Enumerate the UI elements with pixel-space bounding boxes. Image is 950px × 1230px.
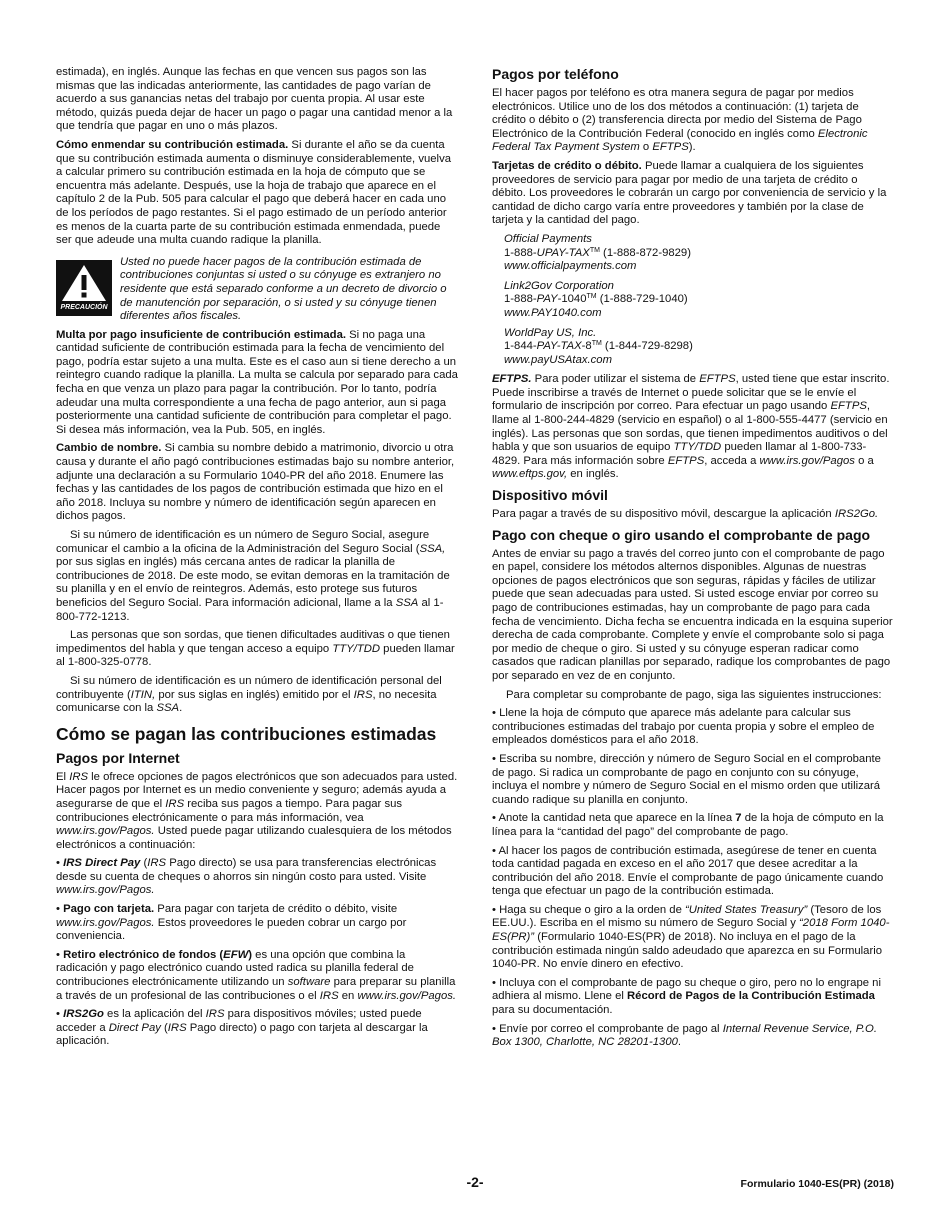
itin-paragraph: Si su número de identificación es un número de identificación personal del contribuyente (ITIN, por sus siglas en inglés) emitido por el IRS, no necesita comunicarse con la SSA. — [56, 674, 442, 715]
mobile-heading: Dispositivo móvil — [492, 487, 608, 504]
phone-heading: Pagos por teléfono — [492, 66, 619, 82]
cards-paragraph: Tarjetas de crédito o débito. Puede llamar a cualquiera de los siguientes proveedores de servicio para pagar por medio de una tarjeta de crédito o débito. Los proveedores le cobrarán un cargo por conveniencia de servicio y la cantidad de dicho cargo varía entre proveedores y también por la clase de tarjeta y la cantidad del pago. — [492, 159, 887, 227]
intro-paragraph: estimada), en inglés. Aunque las fechas en que vencen sus pagos son las mismas que las indicadas anteriormente, las cantidades de pago varían de acuerdo a sus ganancias netas del trabajo por cuenta propia. Al usar este método, quizás pueda dejar de hacer un pago o pagar una cantidad menor a la que tendría que pagar en uno o más plazos. — [56, 66, 453, 133]
caution-note — [56, 256, 458, 324]
bullet-direct-pay: • IRS Direct Pay (IRS Pago directo) se usa para transferencias electrónicas desde su cuenta de cheques o ahorros sin ningún costo para usted. Visite www.irs.gov/Pagos. — [56, 857, 437, 897]
caution-badge — [56, 260, 112, 316]
complete-paragraph: Para completar su comprobante de pago, siga las siguientes instrucciones: — [506, 688, 882, 701]
mobile-paragraph: Para pagar a través de su dispositivo móvil, descargue la aplicación IRS2Go. — [492, 508, 879, 521]
bullet-efw: • Retiro electrónico de fondos (EFW) es una opción que combina la radicación y pago electrónico cuando usted radica su planilla federal de contribuciones electrónicamente utilizando un software para preparar su planilla a través de un profesional de las contribuciones o el IRS en www.irs.gov/Pagos. — [56, 948, 457, 1002]
right-column — [492, 66, 894, 1055]
check-paragraph: Antes de enviar su pago a través del correo junto con el comprobante de pago en papel, considere los métodos alternos disponibles. Algunas de nuestras opciones de pagos electrónicos que son seguras, rápidas y fáciles de utilizar puede que sean adecuadas para usted. Si usted escoge enviar por correo su pago de contribuciones estimadas, hay un comprobante de pago para cada fecha de vencimiento. Dicha fecha se encuentra indicada en la esquina superior derecha de cada comprobante. Complete y envíe el comprobante solo si paga por medio de cheque o giro. Si usted y su cónyuge esperan radicar como casados que radican planillas por separado, radique los comprobantes de pago por separado en vez de en conjunto. — [492, 547, 893, 682]
left-column — [56, 66, 458, 1054]
amend-paragraph: Cómo enmendar su contribución estimada. Si durante el año se da cuenta que su contribución estimada aumenta o disminuye considerablemente, vuelva a calcular primero su contribución estimada en la hoja de cómputo que se encuentra más adelante. Después, use la hoja de trabajo que aparece en el capítulo 2 de la Pub. 505 para calcular el pago que deberá hacer en cada uno de los períodos de pago restantes. Si el pago estimado de un período anterior es menos de la cuarta parte de su contribución estimada enmendada, puede ser que adeude una multa cuando radique la planilla. — [56, 138, 451, 247]
page-number: -2- — [466, 1174, 484, 1190]
ssa-paragraph: Si su número de identificación es un número de Seguro Social, asegure comunicar el cambio a la oficina de la Administración del Seguro Social (SSA, por sus siglas en inglés) más cercana antes de radicar la planilla de contribuciones de 2018. De este modo, se evitan demoras en la tramitación de su planilla y en el envío de reintegros. Además, esto protege sus futuros beneficios del Seguro Social. Para información adicional, llame a la SSA al 1-800-772-1213. — [56, 529, 450, 623]
provider-link2gov: Link2Gov Corporation 1-888-PAY-1040™ (1-888-729-1040) www.PAY1040.com — [504, 279, 688, 319]
provider-worldpay: WorldPay US, Inc. 1-844-PAY-TAX-8™ (1-844-729-8298) www.payUSAtax.com — [504, 326, 693, 366]
step-7: • Envíe por correo el comprobante de pago al Internal Revenue Service, P.O. Box 1300, Charlotte, NC 28201-1300. — [492, 1022, 877, 1049]
eftps-paragraph: EFTPS. Para poder utilizar el sistema de EFTPS, usted tiene que estar inscrito. Puede inscribirse a través de Internet o puede solicitar que se le envíe el formulario de inscripción por correo. Para efectuar un pago usando EFTPS, llame al 1-800-244-4829 (servicio en español) o al 1-800-555-4477 (servicio en inglés). Las personas que son sordas, que tienen impedimentos auditivos o del habla y que son usuarios de equipo TTY/TDD pueden llamar al 1-800-733-4829. Para más información sobre EFTPS, acceda a www.irs.gov/Pagos o a www.eftps.gov, en inglés. — [492, 373, 890, 481]
step-3: • Anote la cantidad neta que aparece en la línea 7 de la hoja de cómputo en la línea para la “cantidad del pago” del comprobante de pago. — [492, 812, 884, 838]
bullet-card-payment: • Pago con tarjeta. Para pagar con tarjeta de crédito o débito, visite www.irs.gov/Pagos. Estos proveedores le pueden cobrar un cargo por conveniencia. — [56, 903, 407, 943]
deaf-paragraph: Las personas que son sordas, que tienen dificultades auditivas o que tienen impedimentos del habla y que tengan acceso a equipo TTY/TDD pueden llamar al 1-800-325-0778. — [56, 629, 455, 669]
internet-paragraph: El IRS le ofrece opciones de pagos electrónicos que son adecuados para usted. Hacer pagos por Internet es un medio conveniente y seguro; además ayuda a asegurarse de que el IRS reciba sus pagos a tiempo. Para pagar sus contribuciones electrónicamente o para más información, vea www.irs.gov/Pagos. Usted puede pagar utilizando cualesquiera de los métodos electrónicos a continuación: — [56, 770, 458, 851]
step-1: • Llene la hoja de cómputo que aparece más adelante para calcular sus contribuciones estimadas del trabajo por cuenta propia y sobre el empleo de empleados domésticos para el año 2018. — [492, 707, 875, 747]
how-to-pay-heading: Cómo se pagan las contribuciones estimadas — [56, 723, 437, 744]
provider-official-payments: Official Payments 1-888-UPAY-TAX™ (1-888-872-9829) www.officialpayments.com — [504, 232, 691, 273]
step-4: • Al hacer los pagos de contribución estimada, asegúrese de tener en cuenta toda cantidad pagada en exceso en el año 2017 que desee acreditar a la contribución del año 2018. Envíe el comprobante de pago únicamente cuando tenga que efectuar un pago de la contribución estimada. — [492, 844, 884, 898]
caution-text: Usted no puede hacer pagos de la contribución estimada de contribuciones conjuntas si usted o su cónyuge es extranjero no residente que está separado conforme a un decreto de divorcio o de manutención por separación, o si usted y su cónyuge tienen diferentes años fiscales. — [120, 255, 447, 323]
phone-paragraph: El hacer pagos por teléfono es otra manera segura de pagar por medios electrónicos. Utilice uno de los dos métodos a continuación: (1) tarjeta de crédito o débito o (2) transferencia directa por medio del Sistema de Pago Electrónico de la Contribución Federal (conocido en inglés como Electronic Federal Tax Payment System o EFTPS). — [492, 87, 868, 154]
step-2: • Escriba su nombre, dirección y número de Seguro Social en el comprobante de pago. Si radica un comprobante de pago en conjunto con su cónyuge, incluya el nombre y número de Seguro Social en el mismo orden que utilizará cuando radique su planilla en conjunto. — [492, 752, 881, 806]
caution-label: PRECAUCIÓN — [60, 303, 108, 311]
penalty-paragraph: Multa por pago insuficiente de contribución estimada. Si no paga una cantidad suficiente de contribución estimada para la fecha de vencimiento del pago, podría estar sujeto a una multa. Este es el caso aun si tiene derecho a un reintegro cuando radique la planilla. La multa se calcula por separado para cada fecha en que venza un plazo para pagar la contribución. Por lo tanto, podría adeudar una multa correspondiente a una fecha de pago anterior, aun si paga posteriormente una cantidad suficiente de contribución para completar el pago. Si desea más información, vea la Pub. 505, en inglés. — [56, 328, 458, 436]
page-footer — [56, 1176, 894, 1194]
check-heading: Pago con cheque o giro usando el comprobante de pago — [492, 526, 871, 543]
step-6: • Incluya con el comprobante de pago su cheque o giro, pero no lo engrape ni adhiera al mismo. Llene el Récord de Pagos de la Contribución Estimada para su documentación. — [492, 976, 881, 1017]
internet-heading: Pagos por Internet — [56, 749, 180, 766]
bullet-irs2go: • IRS2Go es la aplicación del IRS para dispositivos móviles; usted puede acceder a Direct Pay (IRS Pago directo) o pago con tarjeta al descargar la aplicación. — [56, 1008, 428, 1048]
step-5: • Haga su cheque o giro a la orden de “United States Treasury” (Tesoro de los EE.UU.). Escriba en el mismo su número de Seguro Social y “2018 Form 1040-ES(PR)” (Formulario 1040-ES(PR) de 2018). No incluya en el pago de la contribución estimada ningún saldo adeudado que aparezca en su Formulario 1040-PR. No envíe dinero en efectivo. — [492, 903, 890, 971]
name-change-paragraph: Cambio de nombre. Si cambia su nombre debido a matrimonio, divorcio u otra causa y durante el año pagó contribuciones estimadas bajo su nombre anterior, adjunte una declaración a su Formulario 1040-PR del año 2018. Enumere las fechas y las cantidades de los pagos de contribución estimada que hizo en el año 2018. Incluya su nombre y número de identificación según aparecen en dichos pagos. — [56, 442, 455, 523]
form-name: Formulario 1040-ES(PR) (2018) — [740, 1178, 894, 1190]
